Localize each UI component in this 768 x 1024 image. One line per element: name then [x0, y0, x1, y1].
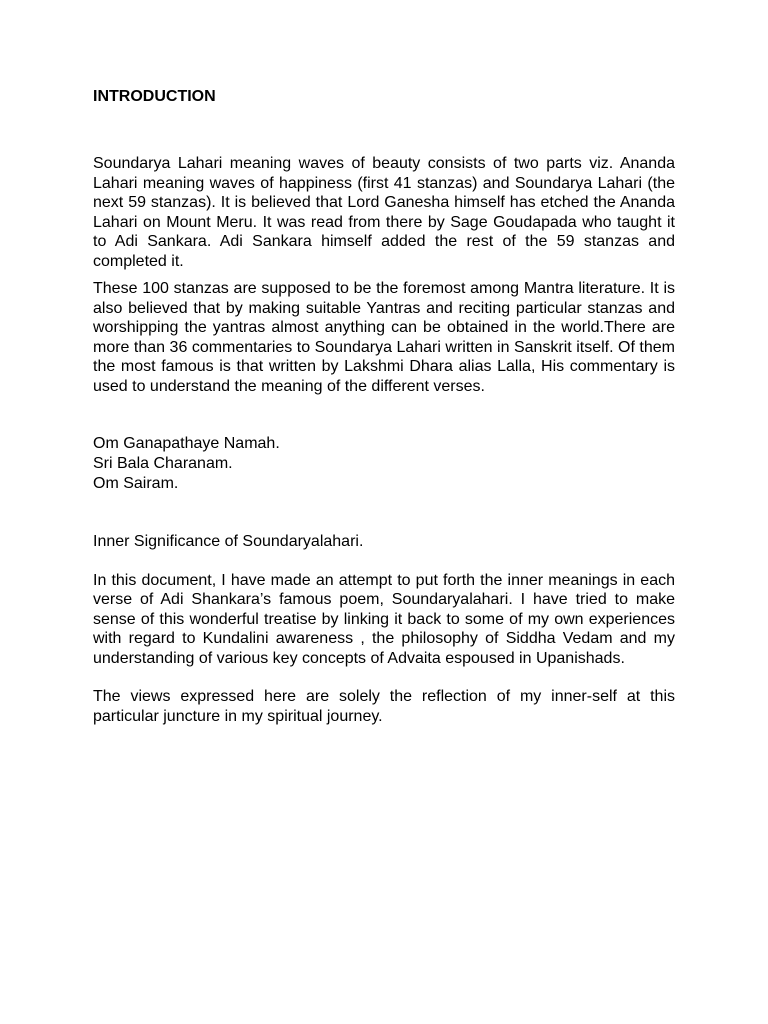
section-paragraph-1: In this document, I have made an attempt to put forth the inner meanings in each verse of Adi Shankara’s famous poem, Soundaryalahari. I have tried to make sense of this wonderful treatise by linking it back to some of my own experiences with regard to Kundalini awareness , the philosophy of Siddha Vedam and my understanding of various key concepts of Advaita espoused in Upanishads. — [93, 571, 675, 667]
intro-paragraph-2: These 100 stanzas are supposed to be the foremost among Mantra literature. It is also believed that by making suitable Yantras and reciting particular stanzas and worshipping the yantras almost anything can be obtained in the world.There are more than 36 commentaries to Soundarya Lahari written in Sanskrit itself. Of them the most famous is that written by Lakshmi Dhara alias Lalla, His commentary is used to understand the meaning of the different verses. — [93, 280, 675, 395]
invocation-line: Om Sairam. — [93, 475, 179, 492]
invocations-block — [93, 434, 675, 494]
intro-paragraph-1: Soundarya Lahari meaning waves of beauty consists of two parts viz. Ananda Lahari meaning waves of happiness (first 41 stanzas) and Soundarya Lahari (the next 59 stanzas). It is believed that Lord Ganesha himself has etched the Ananda Lahari on Mount Meru. It was read from there by Sage Goudapada who taught it to Adi Sankara. Adi Sankara himself added the rest of the 59 stanzas and completed it. — [93, 155, 675, 270]
invocation-line: Om Ganapathaye Namah. — [93, 435, 280, 452]
document-body — [93, 87, 675, 726]
invocation-line: Sri Bala Charanam. — [93, 455, 233, 472]
section-title: Inner Significance of Soundaryalahari. — [93, 533, 364, 550]
section-paragraph-2: The views expressed here are solely the reflection of my inner-self at this particular juncture in my spiritual journey. — [93, 688, 675, 725]
page-title: INTRODUCTION — [93, 88, 216, 105]
